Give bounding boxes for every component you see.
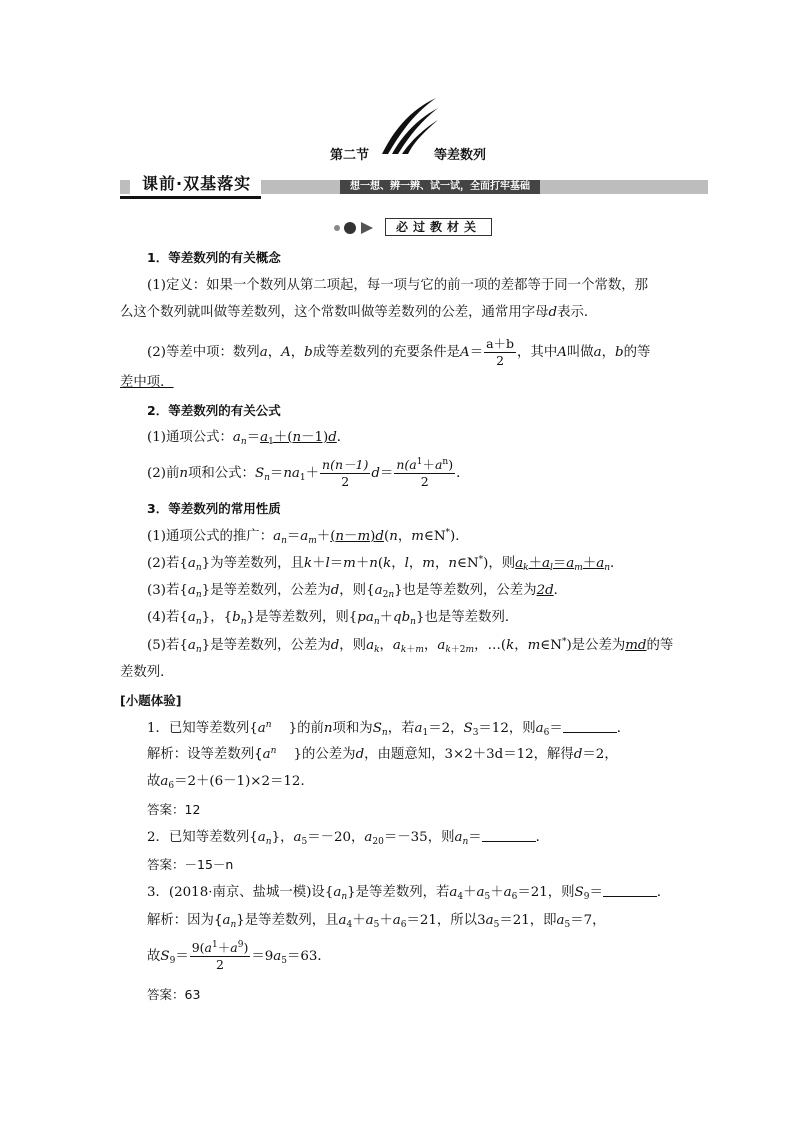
answer-blank-2 (482, 829, 536, 842)
heading-2: 2．等差数列的有关公式 (147, 403, 281, 418)
middle-term-line-2: 差中项． (120, 375, 174, 390)
fraction-sum-2: $\frac{n(a^1+a^n)}{2}$ (396, 457, 454, 489)
banner-main-label: 课前·双基落实 (130, 172, 261, 199)
section-number: 第二节 (330, 148, 370, 163)
pass-label: 必过教材关 (385, 218, 492, 236)
fraction-s9: $\frac{9(a^1+a^9)}{2}$ (191, 940, 249, 972)
answer-3: 答案：63 (147, 987, 201, 1002)
solution-3-line-2: 故$S_9=$ $\frac{9(a^1+a^9)}{2}$ $=9a_5=63$． (147, 940, 331, 972)
property-3: (3)若$\{a_n\}$是等差数列，公差为d，则$\{a_{2n}\}$也是等差数列，公差为2d． (147, 583, 568, 600)
banner-sub-label: 想一想、辨一辨、试一试，全面打牢基础 (340, 180, 540, 194)
definition-line-1: (1)定义：如果一个数列从第二项起，每一项与它的前一项的差都等于同一个常数，那 (147, 278, 649, 293)
answer-1: 答案：12 (147, 802, 201, 817)
section-title: 等差数列 (434, 148, 487, 163)
heading-1: 1．等差数列的有关概念 (147, 250, 281, 265)
solution-3-line-1: 解析：因为$\{a_n\}$是等差数列，且$a_4+a_5+a_6=21$，所以$3a_5=21$，即$a_5=7$， (147, 913, 606, 930)
sum-formula: (2)前n项和公式：$S_n=na_1+$ $\frac{n(n-1)}{2}$ d＝ $\frac{n(a^1+a^n)}{2}$ ． (147, 457, 470, 489)
question-3: 3．(2018·南京、盐城一模)设$\{a_n\}$是等差数列，若$a_4+a_5+a_6=21$，则$S_9=$ ． (147, 885, 671, 902)
property-2: (2)若$\{a_n\}$为等差数列，且k＋l＝m＋n(k，l，m，n∈N*)，则$a_k+a_l=a_m+a_n$． (147, 555, 624, 573)
solution-1-line-2: 故$a_6=2+(6-1)\times 2=12$． (147, 774, 314, 791)
solution-1-line-1: 解析：设等差数列{$a^n$ }的公差为d，由题意知，3×2＋3d＝12，解得d＝2， (147, 746, 618, 762)
fraction-a-plus-b: $\frac{a+b}{2}$ (486, 336, 515, 368)
general-term-formula: (1)通项公式：$a_n=a_1+(n-1)d$． (147, 430, 351, 447)
property-5: (5)若$\{a_n\}$是等差数列，公差为d，则$a_k$，$a_{k+m}$，$a_{k+2m}$，…(k，m∈N*)是公差为md的等 (147, 637, 674, 655)
property-5-line-2: 差数列． (120, 665, 174, 680)
dots-icon (333, 221, 389, 235)
section-banner (120, 176, 708, 196)
answer-blank-1 (563, 720, 617, 733)
heading-3: 3．等差数列的常用性质 (147, 501, 281, 516)
page-title (330, 144, 487, 163)
definition-line-2: 么这个数列就叫做等差数列，这个常数叫做等差数列的公差，通常用字母d表示． (120, 305, 598, 320)
answer-2: 答案：－15－n (147, 857, 234, 872)
exercises-heading: [小题体验] (120, 693, 182, 708)
swoosh-logo (380, 96, 440, 158)
property-1: (1)通项公式的推广：$a_n=a_m+(n-m)d(n$，m∈N*)． (147, 528, 469, 546)
answer-blank-3 (603, 884, 657, 897)
question-2: 2．已知等差数列$\{a_n\}$，$a_5=-20$，$a_{20}=-35$，则$a_n=$ ． (147, 830, 550, 847)
property-4: (4)若$\{a_n\}$，$\{b_n\}$是等差数列，则$\{pa_n+qb_n\}$也是等差数列． (147, 610, 519, 627)
middle-term-line: (2)等差中项：数列a，A，b成等差数列的充要条件是A＝ $\frac{a+b}{2}$ ，其中A叫做a，b的等 (147, 336, 651, 368)
fraction-sum-1: $\frac{n(n-1)}{2}$ (322, 457, 369, 489)
question-1: 1．已知等差数列{$a^n$ }的前n项和为$S_n$，若$a_1=2$，$S_3=12$，则$a_6=$ ． (147, 720, 631, 738)
